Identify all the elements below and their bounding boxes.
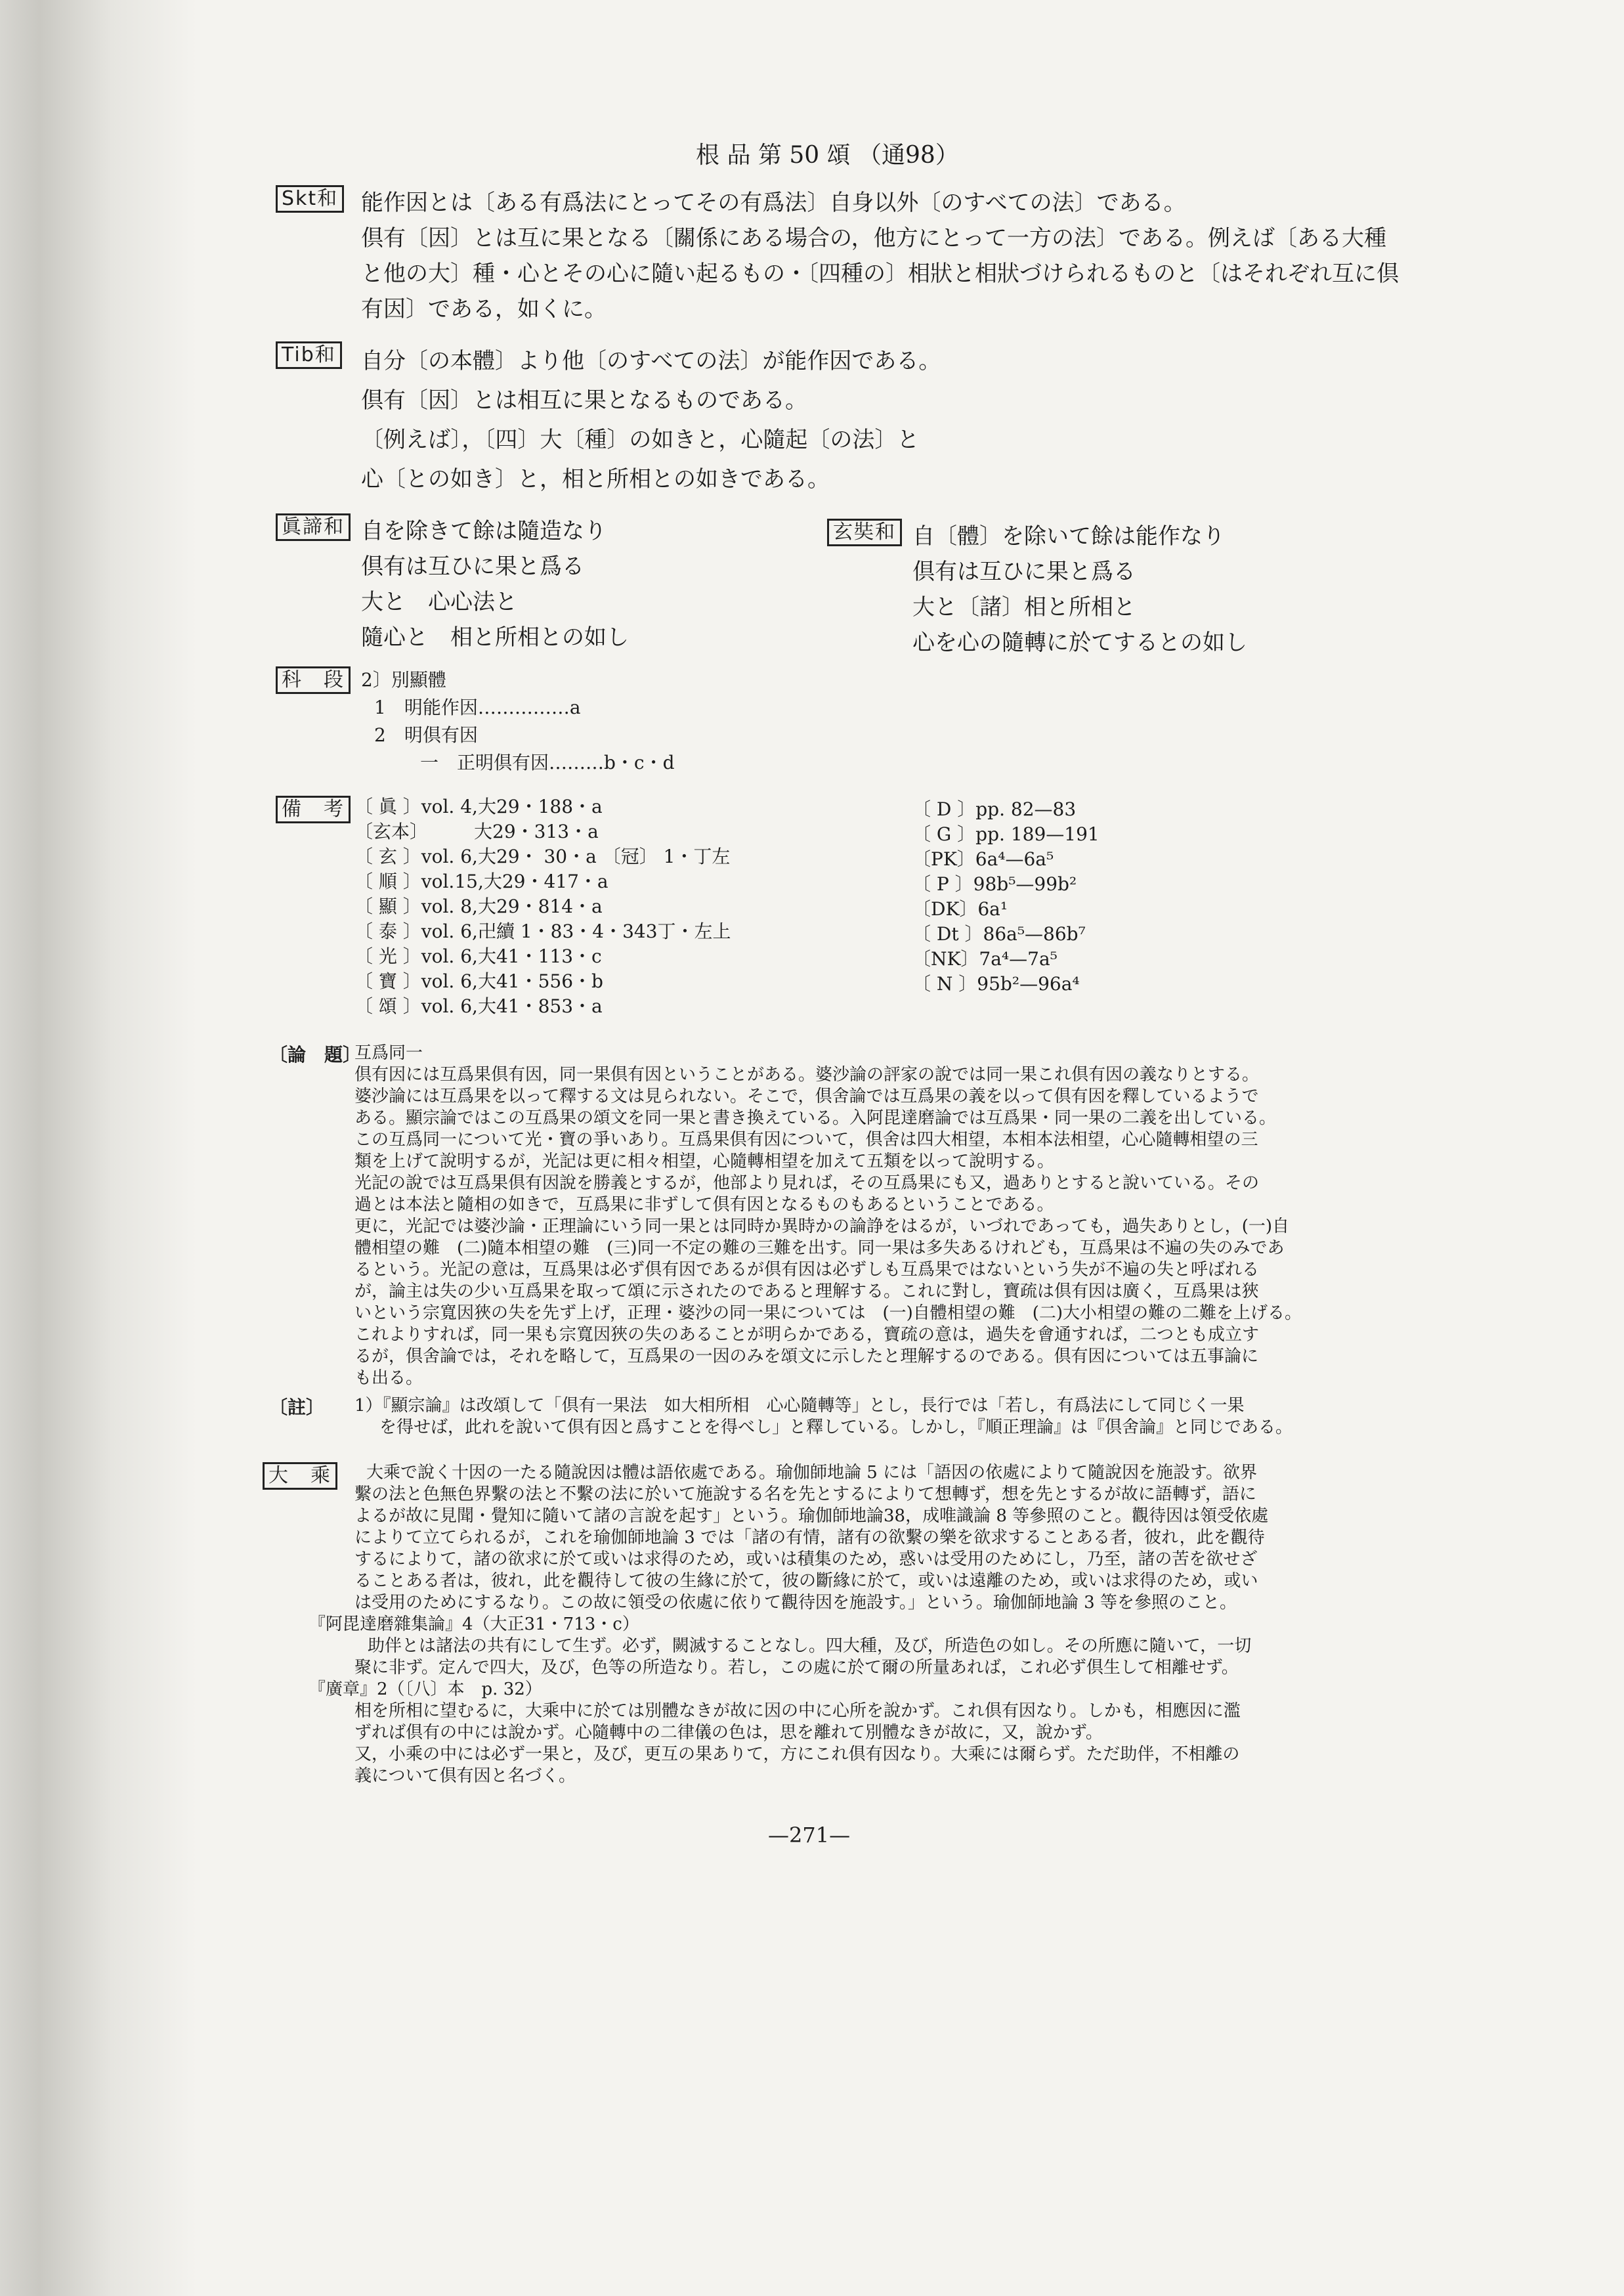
daijo-line: するによりて，諸の欲求に於て或いは求得のため，或いは積集のため，惑いは受用のためにし，乃至，諸の苦を欲せざ [354,1549,1258,1569]
daijo-line: よるが故に見聞・覺知に隨いて諸の言說を起す」という。瑜伽師地論38，成唯識論 8 等參照のこと。觀待因は領受依處 [354,1506,1269,1526]
ref-item: 〔 寶 〕vol. 6,大41・556・b [354,970,603,992]
genjo-label: 玄奘和 [827,519,902,546]
daijo-label: 大 乘 [263,1462,337,1490]
verse-line: 倶有は互ひに果と爲る [361,553,584,580]
ref-item: 〔 N 〕95b²—96a⁴ [912,973,1080,995]
chu-body [354,1395,1293,1439]
scan-shadow-edge [0,0,197,2296]
ronda-body [354,1043,1302,1389]
ronda-line: 光記の說では互爲果倶有因說を勝義とするが，他部より見れば，その互爲果にも又，過ありとすると說いている。その [354,1173,1260,1193]
ronda-line: 過とは本法と隨相の如きで，互爲果に非ずして倶有因となるものもあるということである。 [354,1195,1054,1215]
outline-item: 一 正明倶有因………b・c・d [420,752,675,773]
daijo-line: は受用のためにするなり。この故に領受の依處に依りて觀待因を施設す。」という。瑜伽師地論 3 等を參照のこと。 [354,1593,1237,1613]
ronda-line: も出る。 [354,1368,423,1388]
ref-item: 〔PK〕6a⁴—6a⁵ [912,848,1054,870]
skt-line: 有因〕である，如くに。 [361,296,607,322]
daijo-sources [309,1614,1251,1787]
ref-item: 〔 顯 〕vol. 8,大29・814・a [354,896,603,917]
tib-label: Tib和 [276,341,342,369]
ronda-line: 倶有因には互爲果倶有因，同一果倶有因ということがある。婆沙論の評家の說では同一果これ倶有因の義なりとする。 [354,1065,1260,1085]
ref-item: 〔 玄 〕vol. 6,大29・ 30・a 〔冠〕 1・丁左 [354,846,731,867]
ref-item: 〔 順 〕vol.15,大29・417・a [354,871,609,892]
daijo-line: 聚に非ず。定んで四大，及び，色等の所造なり。若し，この處に於て爾の所量あれば，これ必ず倶生して相離せず。 [354,1658,1239,1678]
shindai-label: 眞諦和 [276,513,351,541]
ref-item: 〔 光 〕vol. 6,大41・113・c [354,945,602,967]
skt-line: 倶有〔因〕とは互に果となる〔關係にある場合の，他方にとって一方の法〕である。例えば〔ある大種 [361,225,1386,251]
outline-item: 2 明倶有因 [374,724,478,746]
ref-item: 〔玄本〕 大29・313・a [354,821,599,842]
verse-line: 大と〔諸〕相と所相と [912,594,1136,620]
ronda-line: 更に，光記では婆沙論・正理論にいう同一果とは同時か異時かの論諍をはるが，いづれであっても，過失ありとし，(一)自 [354,1217,1290,1236]
source-title: 『阿毘達磨雜集論』4（大正31・713・c） [309,1614,639,1634]
daijo-line: 義について倶有因と名づく。 [354,1766,576,1786]
skt-text [361,185,1399,327]
ref-item: 〔 Dt 〕86a⁵—86b⁷ [912,923,1086,945]
genjo-verse [912,519,1247,661]
skt-label: Skt和 [276,185,344,213]
ronda-line: るが，倶舍論では，それを略して，互爲果の一因のみを頌文に示したと理解するのである。倶有因については五事論に [354,1347,1258,1366]
chu-line: 1）『顯宗論』は改頌して「倶有一果法 如大相所相 心心隨轉等」とし，長行では「若し，有爲法にして同じく一果 [354,1396,1245,1416]
daijo-line: ずれば倶有の中には說かず。心隨轉中の二律儀の色は，思を離れて別體なきが故に，又，說かず。 [354,1723,1103,1743]
biko-refs-right [912,797,1100,997]
ronda-line: 體相望の難 (二)隨本相望の難 (三)同一不定の難の三難を出す。同一果は多失あるけれども，互爲果は不遍の失のみであ [354,1238,1285,1258]
chu-label: 〔註〕 [269,1397,325,1418]
daijo-line: 大乘で說く十因の一たる隨說因は體は語依處である。瑜伽師地論 5 には「語因の依處によりて隨說因を施設す。欲界 [366,1463,1257,1483]
tib-text [361,341,941,499]
ronda-line: この互爲同一について光・寶の爭いあり。互爲果倶有因について，倶舍は四大相望，本相本法相望，心心隨轉相望の三 [354,1130,1258,1150]
kadan-outline [361,666,675,777]
tib-line: 自分〔の本體〕より他〔のすべての法〕が能作因である。 [361,348,941,374]
daijo-line: 繫の法と色無色界繫の法と不繫の法に於いて施說する名を先とするによりて想轉ず，想を先とするが故に語轉ず，語に [354,1484,1256,1504]
ref-item: 〔 P 〕98b⁵—99b² [912,873,1077,895]
source-title: 『廣章』2（〔八〕本 p. 32） [309,1679,542,1699]
skt-line: 能作因とは〔ある有爲法にとってその有爲法〕自身以外〔のすべての法〕である。 [361,190,1186,216]
shindai-verse [361,513,629,655]
outline-item: 1 明能作因……………a [374,697,581,718]
daijo-line: 助伴とは諸法の共有にして生ず。必ず，闕滅することなし。四大種，及び，所造色の如し。その所應に隨いて，一切 [368,1636,1252,1656]
ronda-line: これよりすれば，同一果も宗寬因狹の失のあることが明らかである，寶疏の意は，過失を會通すれば，二つとも成立す [354,1325,1260,1345]
ref-item: 〔 頌 〕vol. 6,大41・853・a [354,995,603,1017]
ronda-title: 互爲同一 [354,1043,423,1063]
page-header: 根 品 第 50 頌 （通98） [696,142,959,169]
ref-item: 〔 眞 〕vol. 4,大29・188・a [354,796,603,817]
verse-line: 自を除きて餘は隨造なり [361,518,607,544]
ronda-line: 類を上げて說明するが，光記は更に相々相望，心隨轉相望を加えて五類を以って說明する。 [354,1152,1055,1171]
daijo-line: によりて立てられるが，これを瑜伽師地論 3 では「諸の有情，諸有の欲繫の樂を欲求することある者，彼れ，此を觀待 [354,1528,1265,1548]
page-number: —271— [768,1823,851,1848]
ronda-line: ある。顯宗論ではこの互爲果の頌文を同一果と書き換えている。入阿毘達磨論では互爲果・同一果の二義を出している。 [354,1108,1277,1128]
ref-item: 〔 D 〕pp. 82—83 [912,798,1077,820]
verse-line: 倶有は互ひに果と爲る [912,559,1136,585]
verse-line: 隨心と 相と所相との如し [361,624,629,651]
daijo-line: 又，小乘の中には必ず一果と，及び，更互の果ありて，方にこれ倶有因なり。大乘には爾らず。ただ助伴，不相離の [354,1744,1240,1764]
outline-item: 2〕別顯體 [361,669,446,691]
ronda-line: るという。光記の意は，互爲果は必ず倶有因であるが倶有因は必ずしも互爲果ではないという失が不遍の失と呼ばれる [354,1260,1260,1280]
daijo-line: ることある者は，彼れ，此を觀待して彼の生緣に於て，彼の斷緣に於て，或いは遠離のため，或いは求得のため，或い [354,1571,1258,1591]
ref-item: 〔NK〕7a⁴—7a⁵ [912,948,1058,970]
biko-label: 備 考 [276,796,351,823]
ronda-line: 婆沙論には互爲果を以って釋する文は見られない。そこで，倶舍論では互爲果の義を以って倶有因を釋しているようで [354,1087,1259,1106]
kadan-label: 科 段 [276,666,351,694]
ref-item: 〔DK〕6a¹ [912,898,1008,920]
skt-line: と他の大〕種・心とその心に隨い起るもの・〔四種の〕相狀と相狀づけられるものと〔はそれぞれ互に倶 [361,261,1399,287]
ronda-line: いという宗寬因狹の失を先ず上げ，正理・婆沙の同一果については (一)自體相望の難 (二)大小相望の難の二難を上げる。 [354,1303,1302,1323]
chu-line: を得せば，此れを說いて倶有因と爲すことを得べし」と釋している。しかし，『順正理論』は『倶舍論』と同じである。 [379,1418,1293,1437]
ronda-line: が，論主は失の少い互爲果を取って頌に示されたのであると理解する。これに對し，寶疏は倶有因は廣く，互爲果は狹 [354,1282,1259,1301]
verse-line: 大と 心心法と [361,589,517,615]
biko-refs-left [354,794,731,1019]
ronda-label: 〔論 題〕 [269,1044,362,1066]
tib-line: 倶有〔因〕とは相互に果となるものである。 [361,387,807,414]
verse-line: 自〔體〕を除いて餘は能作なり [912,523,1225,550]
tib-line: 〔例えば〕，〔四〕大〔種〕の如きと，心隨起〔の法〕と [361,427,920,453]
ref-item: 〔 泰 〕vol. 6,卍續 1・83・4・343丁・左上 [354,921,731,942]
daijo-line: 相を所相に望むるに，大乘中に於ては別體なきが故に因の中に心所を說かず。これ倶有因なり。しかも，相應因に濫 [354,1701,1241,1721]
tib-line: 心〔との如き〕と，相と所相との如きである。 [361,466,830,492]
daijo-body [341,1462,1268,1614]
verse-line: 心を心の隨轉に於てするとの如し [912,630,1247,656]
ref-item: 〔 G 〕pp. 189—191 [912,823,1100,845]
